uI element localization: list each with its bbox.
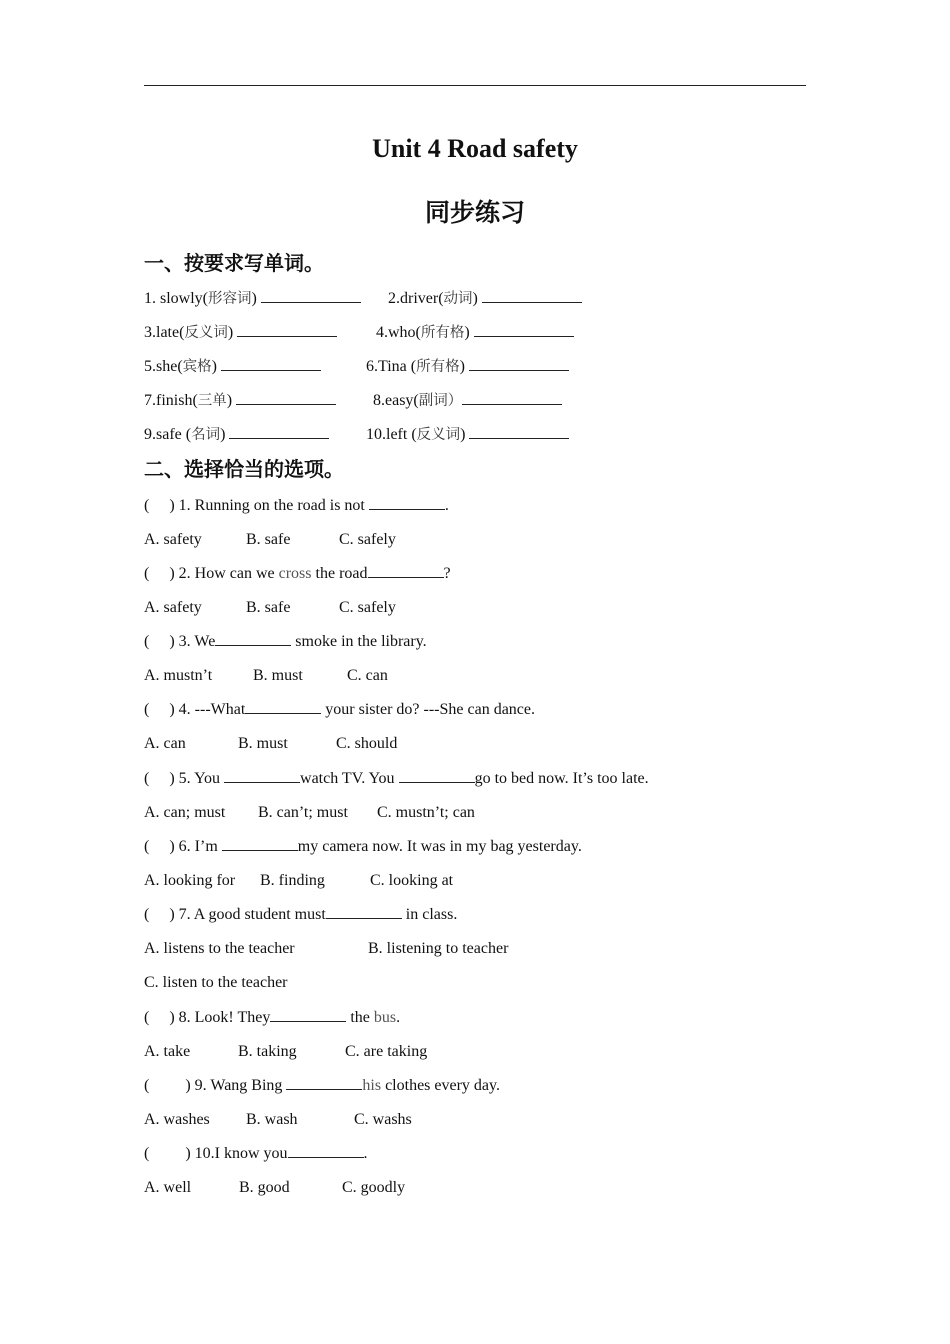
word-item-9: 9.safe (名词) [144,424,329,446]
section2-heading: 二、选择恰当的选项。 [144,457,344,481]
question-5: ( ) 5. You watch TV. You go to bed now. It’s too late. [144,768,649,790]
answer-blank[interactable] [224,768,300,783]
option-c[interactable]: C. are taking [345,1043,428,1060]
answer-blank[interactable] [245,699,321,714]
option-b[interactable]: B. safe [246,599,291,616]
option-a[interactable]: A. can [144,735,186,752]
option-a[interactable]: A. well [144,1179,192,1196]
answer-paren[interactable]: ( [144,1077,182,1094]
option-b[interactable]: B. listening to teacher [368,940,509,957]
answer-blank[interactable] [474,322,574,337]
option-c[interactable]: C. can [347,667,388,684]
word-item-1: 1. slowly(形容词) [144,288,361,310]
answer-paren[interactable]: ( [144,565,166,582]
answer-paren[interactable]: ( [144,838,166,855]
option-a[interactable]: A. take [144,1043,191,1060]
option-a[interactable]: A. can; must [144,804,226,821]
option-a[interactable]: A. washes [144,1111,210,1128]
option-c[interactable]: C. washs [354,1111,412,1128]
word-item-8: 8.easy(副词） [373,390,562,412]
question-3: ( ) 3. We smoke in the library. [144,631,427,653]
option-c[interactable]: C. looking at [370,872,454,889]
option-c[interactable]: C. goodly [342,1179,406,1196]
answer-blank[interactable] [229,424,329,439]
option-a[interactable]: A. safety [144,599,202,616]
option-b[interactable]: B. taking [238,1043,297,1060]
option-b[interactable]: B. good [239,1179,290,1196]
word-item-10: 10.left (反义词) [366,424,569,446]
word-item-7: 7.finish(三单) [144,390,336,412]
answer-blank[interactable] [469,424,569,439]
answer-blank[interactable] [399,768,475,783]
answer-blank[interactable] [326,904,402,919]
option-a[interactable]: A. safety [144,531,202,548]
answer-blank[interactable] [368,563,444,578]
answer-blank[interactable] [270,1007,346,1022]
option-c[interactable]: C. should [336,735,398,752]
option-c[interactable]: C. listen to the teacher [144,974,288,991]
answer-paren[interactable]: ( [144,701,166,718]
answer-blank[interactable] [215,631,291,646]
header-rule [144,85,806,86]
answer-paren[interactable]: ( [144,906,166,923]
question-2: ( ) 2. How can we cross the road ? [144,563,451,585]
option-c[interactable]: C. safely [339,531,396,548]
question-6: ( ) 6. I’m my camera now. It was in my bag yesterday. [144,836,582,858]
option-b[interactable]: B. finding [260,872,325,889]
option-c[interactable]: C. mustn’t; can [377,804,475,821]
answer-blank[interactable] [469,356,569,371]
answer-blank[interactable] [261,288,361,303]
word-item-6: 6.Tina (所有格) [366,356,569,378]
question-4: ( ) 4. ---What your sister do? ---She can dance. [144,699,535,721]
option-b[interactable]: B. must [253,667,303,684]
answer-paren[interactable]: ( [144,1145,182,1162]
question-10: ( ) 10.I know you . [144,1143,368,1165]
question-9: ( ) 9. Wang Bing his clothes every day. [144,1075,500,1097]
answer-paren[interactable]: ( [144,633,166,650]
word-item-5: 5.she(宾格) [144,356,321,378]
answer-blank[interactable] [288,1143,364,1158]
answer-paren[interactable]: ( [144,770,166,787]
option-a[interactable]: A. looking for [144,872,236,889]
option-b[interactable]: B. safe [246,531,291,548]
answer-blank[interactable] [462,390,562,405]
answer-blank[interactable] [236,390,336,405]
answer-blank[interactable] [482,288,582,303]
answer-blank[interactable] [221,356,321,371]
word-item-2: 2.driver(动词) [388,288,582,310]
word-item-3: 3.late(反义词) [144,322,337,344]
page-subtitle: 同步练习 [424,198,525,227]
option-b[interactable]: B. wash [246,1111,298,1128]
answer-blank[interactable] [222,836,298,851]
question-8: ( ) 8. Look! They the bus. [144,1007,400,1029]
answer-blank[interactable] [369,495,445,510]
option-b[interactable]: B. can’t; must [258,804,348,821]
page-title: Unit 4 Road safety [372,134,578,163]
section1-heading: 一、按要求写单词。 [144,251,324,275]
question-1: ( ) 1. Running on the road is not . [144,495,449,517]
option-c[interactable]: C. safely [339,599,396,616]
question-7: ( ) 7. A good student must in class. [144,904,457,926]
answer-paren[interactable]: ( [144,497,166,514]
option-a[interactable]: A. listens to the teacher [144,940,295,957]
option-b[interactable]: B. must [238,735,288,752]
answer-blank[interactable] [237,322,337,337]
answer-paren[interactable]: ( [144,1009,166,1026]
answer-blank[interactable] [286,1075,362,1090]
word-item-4: 4.who(所有格) [376,322,574,344]
option-a[interactable]: A. mustn’t [144,667,213,684]
